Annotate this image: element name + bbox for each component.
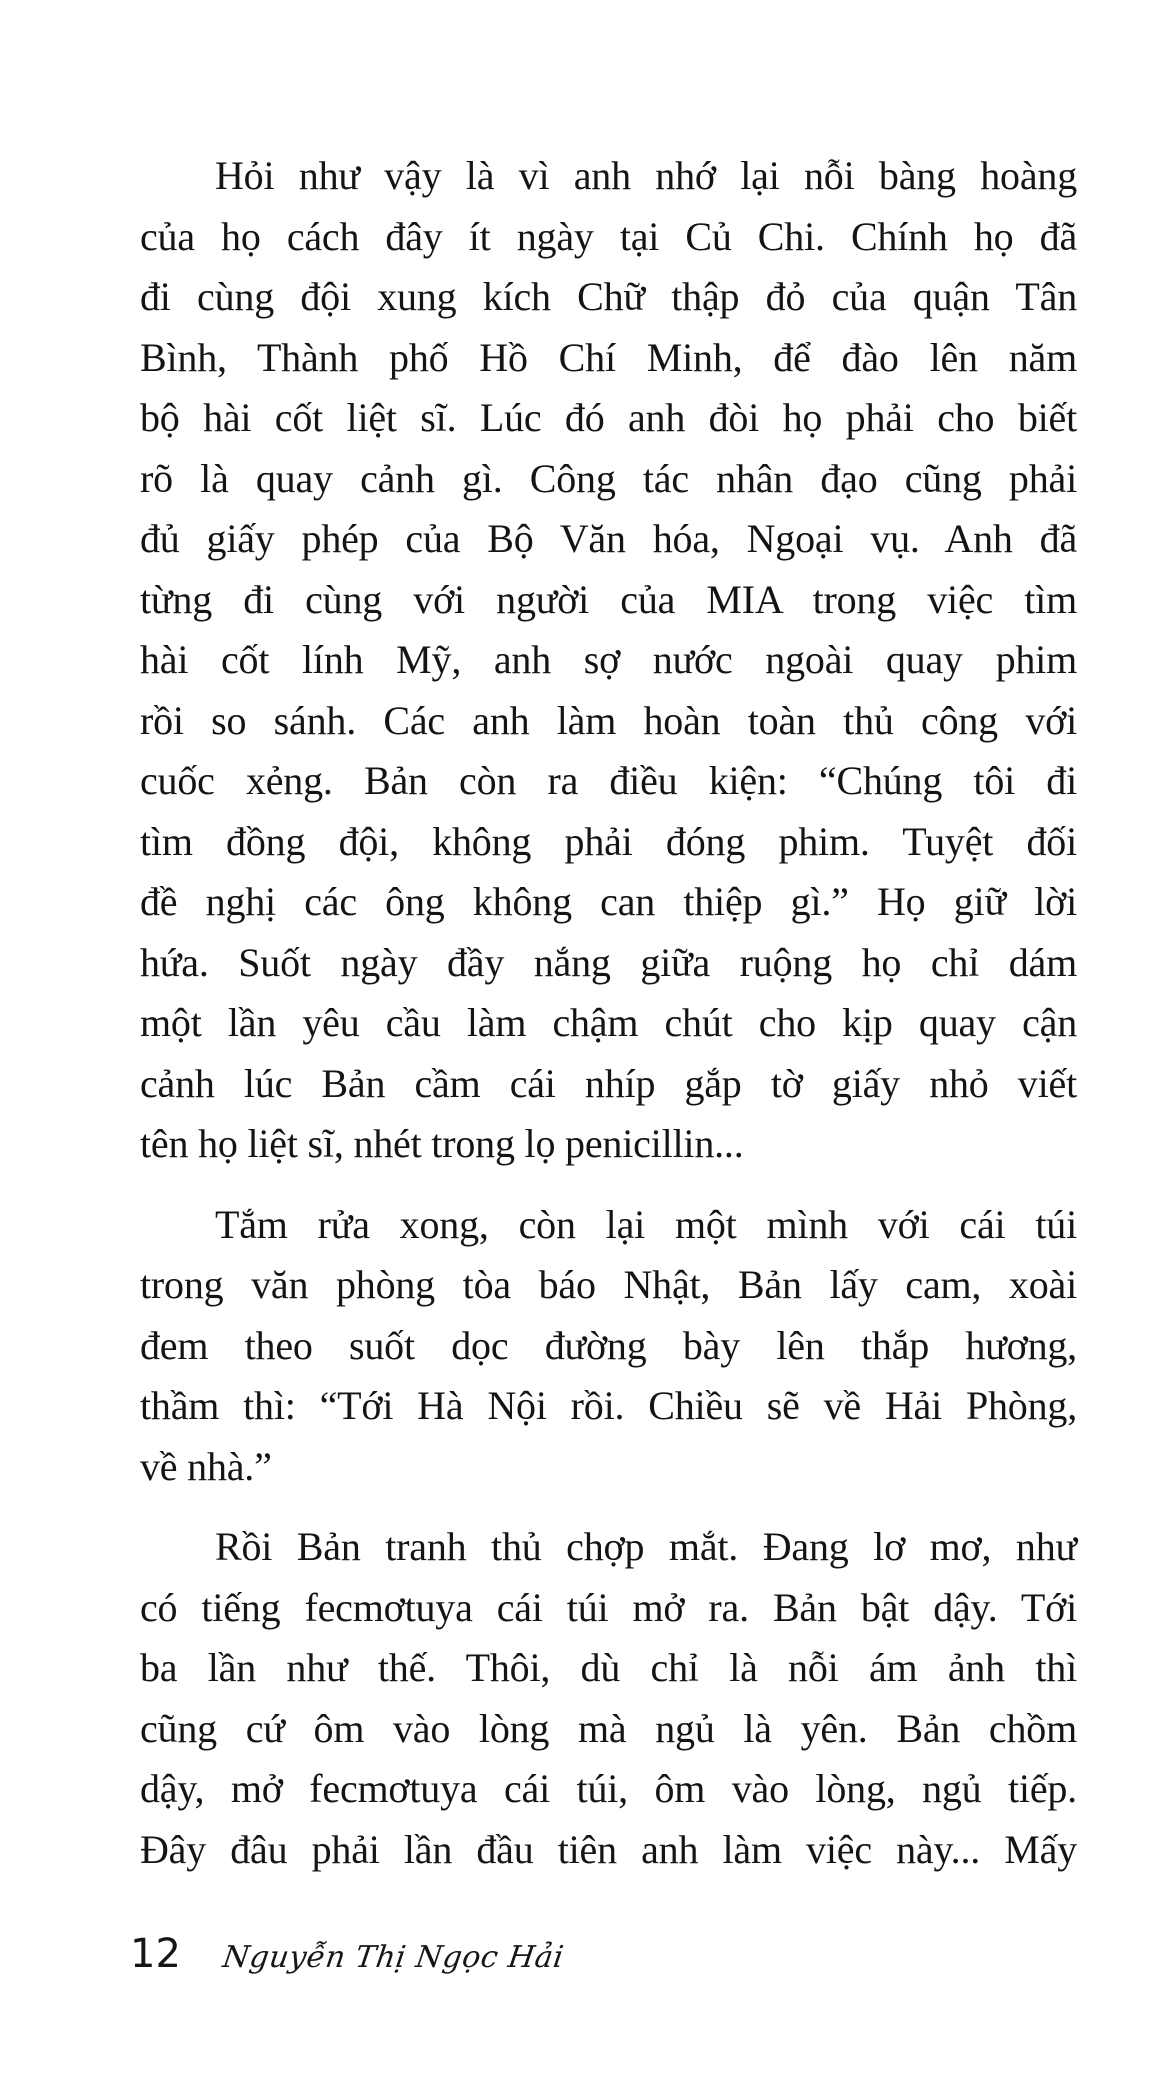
text-line: hài cốt lính Mỹ, anh sợ nước ngoài quay phim — [140, 637, 1077, 682]
text-line: đủ giấy phép của Bộ Văn hóa, Ngoại vụ. Anh đã — [140, 516, 1077, 561]
paragraph — [140, 146, 1077, 1175]
text-line: ba lần như thế. Thôi, dù chỉ là nỗi ám ảnh thì — [140, 1645, 1077, 1690]
page-number: 12 — [130, 1931, 181, 1977]
paragraph — [140, 1517, 1077, 1880]
text-line: bộ hài cốt liệt sĩ. Lúc đó anh đòi họ phải cho biết — [140, 395, 1077, 440]
text-line: cũng cứ ôm vào lòng mà ngủ là yên. Bản chồm — [140, 1705, 1077, 1751]
text-line: dậy, mở fecmơtuya cái túi, ôm vào lòng, ngủ tiếp. — [140, 1766, 1077, 1811]
text-line: đề nghị các ông không can thiệp gì.” Họ giữ lời — [140, 879, 1077, 924]
text-line: cảnh lúc Bản cầm cái nhíp gắp tờ giấy nhỏ viết — [140, 1060, 1077, 1106]
text-line: đi cùng đội xung kích Chữ thập đỏ của quận Tân — [140, 274, 1077, 319]
text-line: một lần yêu cầu làm chậm chút cho kịp quay cận — [140, 1000, 1077, 1045]
text-line: Đây đâu phải lần đầu tiên anh làm việc này... Mấy — [140, 1826, 1077, 1872]
text-line: Tắm rửa xong, còn lại một mình với cái túi — [215, 1201, 1077, 1247]
text-line: cuốc xẻng. Bản còn ra điều kiện: “Chúng tôi đi — [140, 758, 1077, 803]
text-line: rõ là quay cảnh gì. Công tác nhân đạo cũng phải — [140, 455, 1077, 501]
author-signature: Nguyễn Thị Ngọc Hải — [220, 1940, 566, 1975]
text-line: hứa. Suốt ngày đầy nắng giữa ruộng họ chỉ dám — [140, 939, 1077, 985]
text-line: đem theo suốt dọc đường bày lên thắp hương, — [140, 1322, 1077, 1368]
text-line: về nhà.” — [140, 1443, 272, 1489]
text-line: Hỏi như vậy là vì anh nhớ lại nỗi bàng hoàng — [215, 153, 1077, 198]
body-text — [140, 146, 1077, 1900]
text-line: tìm đồng đội, không phải đóng phim. Tuyệt đối — [140, 818, 1077, 864]
text-line: có tiếng fecmơtuya cái túi mở ra. Bản bật dậy. Tới — [140, 1584, 1077, 1630]
text-line: của họ cách đây ít ngày tại Củ Chi. Chính họ đã — [140, 213, 1077, 259]
paragraph — [140, 1195, 1077, 1498]
text-line: từng đi cùng với người của MIA trong việc tìm — [140, 576, 1077, 622]
page-footer — [130, 1930, 566, 1990]
text-line: trong văn phòng tòa báo Nhật, Bản lấy cam, xoài — [140, 1262, 1077, 1307]
text-line: Bình, Thành phố Hồ Chí Minh, để đào lên năm — [140, 334, 1077, 380]
text-line: tên họ liệt sĩ, nhét trong lọ penicillin... — [140, 1121, 744, 1166]
text-line: Rồi Bản tranh thủ chợp mắt. Đang lơ mơ, như — [215, 1524, 1077, 1569]
text-line: thầm thì: “Tới Hà Nội rồi. Chiều sẽ về Hải Phòng, — [140, 1383, 1077, 1428]
text-line: rồi so sánh. Các anh làm hoàn toàn thủ công với — [140, 697, 1077, 743]
